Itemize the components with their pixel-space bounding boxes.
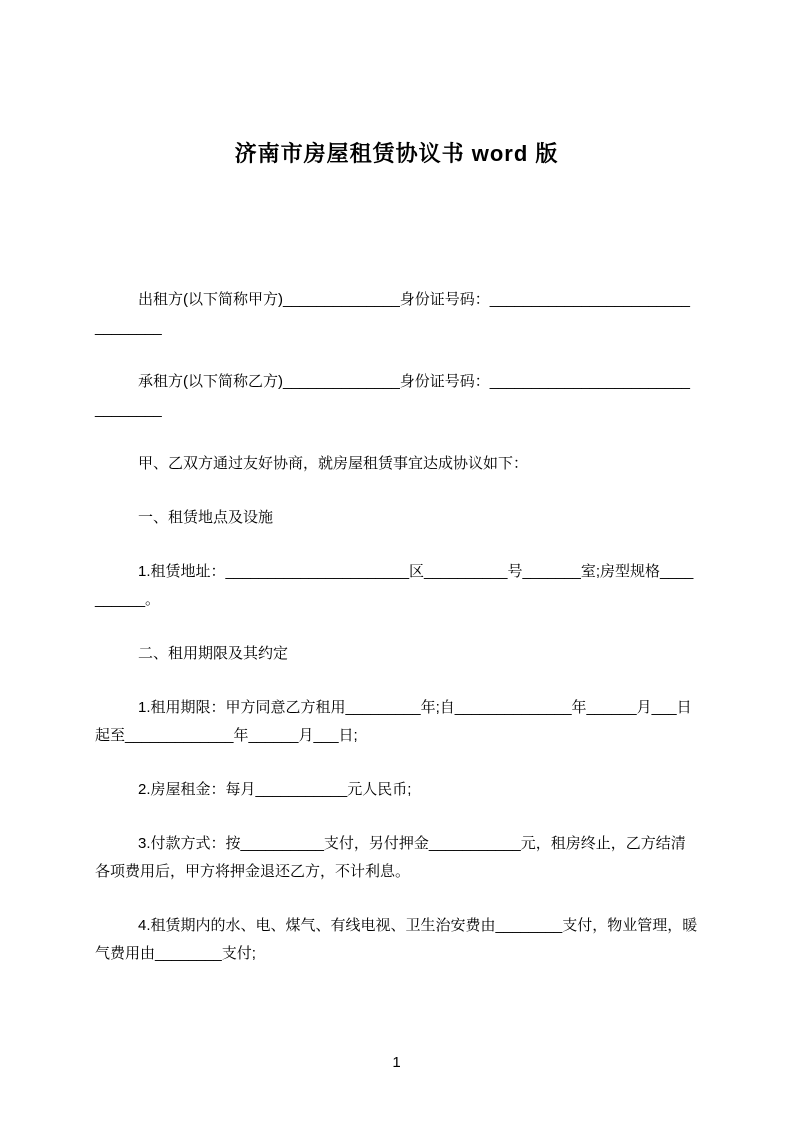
preamble-line: 甲、乙双方通过友好协商，就房屋租赁事宜达成协议如下： [138, 455, 529, 472]
lessee-party-line: 承租方(以下简称乙方)______________身份证号码：________________________________ [95, 373, 690, 418]
clause-utility-fees: 4.租赁期内的水、电、煤气、有线电视、卫生治安费由________支付，物业管理，暖气费用由________支付; [95, 917, 698, 962]
clause-monthly-rent: 2.房屋租金：每月___________元人民币; [138, 781, 412, 798]
clause-lease-term: 1.租用期限：甲方同意乙方租用_________年;自______________年______月___日起至_____________年______月___日; [95, 699, 692, 744]
clause-rental-address: 1.租赁地址：______________________区__________号_______室;房型规格__________。 [95, 563, 694, 608]
lessor-party-line: 出租方(以下简称甲方)______________身份证号码：________________________________ [95, 291, 690, 336]
document-body [0, 286, 793, 968]
document-title: 济南市房屋租赁协议书 word 版 [234, 141, 559, 166]
section-1-heading: 一、租赁地点及设施 [138, 509, 274, 526]
section-2-heading: 二、租用期限及其约定 [138, 645, 289, 662]
clause-payment-method: 3.付款方式：按__________支付，另付押金___________元，租房终止，乙方结清各项费用后，甲方将押金退还乙方，不计利息。 [95, 835, 686, 880]
page-number: 1 [392, 1054, 401, 1071]
